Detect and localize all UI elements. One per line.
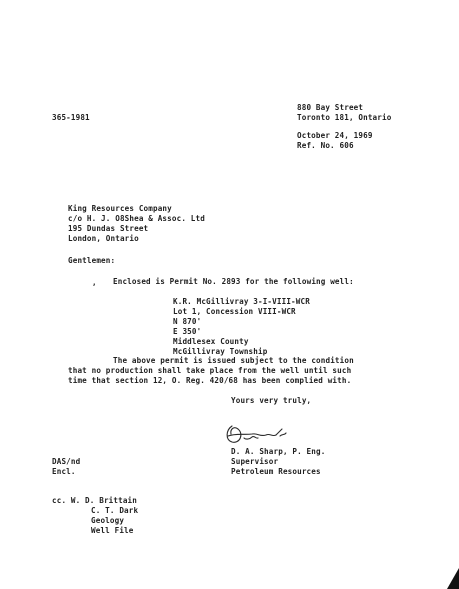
sender-address-line: 880 Bay Street (297, 103, 364, 112)
date-reference (297, 131, 373, 151)
signer-name: D. A. Sharp, P. Eng. (231, 447, 326, 456)
well-detail-line: E 350' (173, 327, 202, 336)
body-line: time that section 12, O. Reg. 420/68 has been complied with. (68, 376, 352, 385)
letter-date: October 24, 1969 (297, 131, 373, 140)
enclosure-line: Enclosed is Permit No. 2893 for the following well: (113, 277, 354, 286)
recipient-address (68, 204, 205, 244)
recipient-line: London, Ontario (68, 234, 139, 243)
salutation: Gentlemen: (68, 256, 116, 265)
cc-line: Geology (91, 516, 125, 525)
well-detail-line: Lot 1, Concession VIII-WCR (173, 307, 296, 316)
recipient-line: King Resources Company (68, 204, 172, 213)
recipient-line: c/o H. J. O8Shea & Assoc. Ltd (68, 214, 205, 223)
cc-list (52, 496, 137, 506)
well-detail-line: Middlesex County (173, 337, 249, 346)
sender-address-line: Toronto 181, Ontario (297, 113, 392, 122)
file-number: 365-1981 (52, 113, 90, 122)
signer-department: Petroleum Resources (231, 467, 321, 476)
cc-list-continued (91, 506, 138, 536)
signer-title: Supervisor (231, 457, 279, 466)
typist-initials: DAS/nd (52, 457, 81, 466)
reference-number: Ref. No. 606 (297, 141, 354, 150)
well-detail-line: K.R. McGillivray 3-I-VIII-WCR (173, 297, 310, 306)
page-corner-mark (447, 568, 459, 589)
sender-address (297, 103, 391, 123)
cc-line: cc. W. D. Brittain (52, 496, 137, 505)
enclosure-note: Encl. (52, 467, 76, 476)
bullet-mark: , (92, 278, 97, 287)
well-detail-line: N 870' (173, 317, 202, 326)
signer-block (231, 447, 325, 477)
closing: Yours very truly, (231, 396, 312, 405)
well-detail-line: McGillivray Township (173, 347, 268, 356)
recipient-line: 195 Dundas Street (68, 224, 149, 233)
cc-line: C. T. Dark (91, 506, 139, 515)
handwritten-signature (222, 420, 288, 448)
well-details (173, 297, 310, 357)
body-line: that no production shall take place from the well until such (68, 366, 352, 375)
body-line: The above permit is issued subject to the condition (113, 356, 354, 365)
cc-line: Well File (91, 526, 134, 535)
